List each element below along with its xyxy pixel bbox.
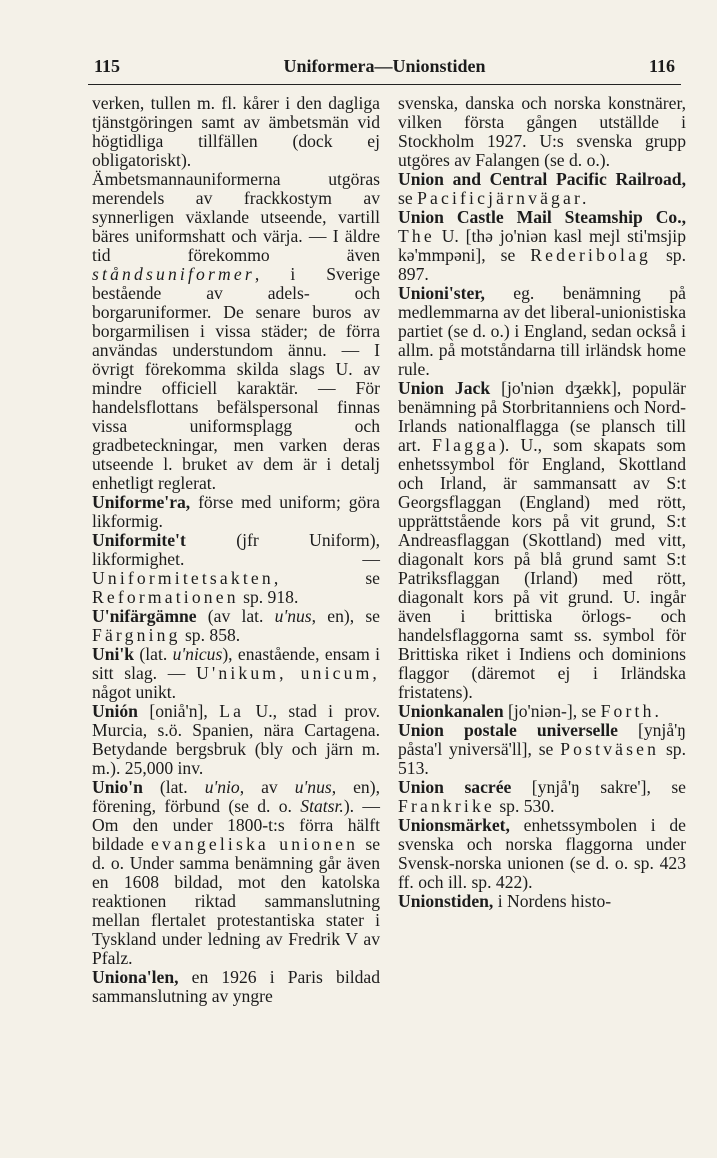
entry-text: La [219,701,245,721]
entry-headword: Union and Central Pacific Railroad, [398,169,686,189]
entry-text: Flagga [432,435,500,455]
entry-text: sp. 858. [180,625,241,645]
entry-continuation [398,94,686,170]
dictionary-entry [398,721,686,778]
entry-text: ). — Om den under 1800-t:s förra hälft bildade [92,796,380,854]
entry-text: (jfr Uniform), likformighet. — [92,530,380,569]
dictionary-entry [398,892,686,911]
entry-continuation [92,94,380,493]
entry-text: Statsr. [300,796,344,816]
entry-text: Uniformitetsakten, [92,568,282,588]
entry-text: något unikt. [92,682,177,702]
header-rule [88,84,681,85]
entry-text: verken, tullen m. fl. kårer i den dagliga tjänstgöringen samt av ämbetsmän vid högtidliga tillfällen (dock ej obligatoriskt). Ämbetsmannauniformerna utgöras merendels av frackkostym av synnerligen växlande utseende, vartill bäres uniformshatt och värja. — I äldre tid förekommo även [92,93,380,265]
entry-text: sp. 530. [494,796,555,816]
dictionary-entry [398,816,686,892]
entry-text: Färgning [92,625,181,645]
dictionary-entry [398,284,686,379]
entry-text: ). U., som skapats som enhetssymbol för England, Skottland och Irland, är sammansatt av S:t Georgsflaggan (England) med rött, upprättstående kors på vit grund, S:t Andreasflaggan (Skottland) med vitt, diagonalt kors på blå grund samt S:t Patriksflaggan (Irland) med rött, diagonalt kors på vit grund. U. ingår även i brittiska örlogs- och handelsflaggorna samt ss. symbol för Brittiska riket i Indiens och dominions flaggor (däremot ej i Irländska fristatens). [398,435,686,702]
entry-text: evangeliska unionen [151,834,359,854]
entry-text: U'nikum, unicum, [196,663,380,683]
entry-headword: Union sacrée [398,777,512,797]
entry-text: förse med uniform; göra likformig. [92,492,380,531]
entry-text: (lat. [142,777,205,797]
entry-text: , i Sverige bestående av adels- och borgaruniformer. De senare buros av borgarmilisen i vissa städer; de förra användas understundom ännu. — I övrigt förekomma skilda slags U. av mindre officiell karaktär. — För handelsflottans befälspersonal finnas vissa uniformsplagg och gradbeteckningar, men varken deras utseende l. bruket av dem är i detalj enhetligt reglerat. [92,264,380,493]
entry-text: se [398,188,418,208]
entry-text: (lat. [134,644,173,664]
entry-text: u'nicus [172,644,223,664]
dictionary-entry [92,968,380,1006]
entry-text: sp. 513. [398,739,686,778]
entry-headword: Unión [92,701,138,721]
entry-text: (av lat. [196,606,275,626]
dictionary-entry [398,170,686,208]
dictionary-entry [92,607,380,645]
page-number-right: 116 [648,56,675,76]
entry-text: sp. 897. [398,245,686,284]
entry-text: U., stad i prov. Murcia, s.ö. Spanien, nära Cartagena. Betydande bergsbruk (bly och järn m. m.). 25,000 inv. [92,701,380,778]
entry-headword: Uniforme'ra, [92,492,191,512]
entry-text: Forth. [600,701,663,721]
entry-headword: Unionkanalen [398,701,504,721]
page-header [88,52,681,82]
entry-text: eg. benämning på medlemmarna av det liberal-unionistiska partiet (se d. o.) i England, sedan också i allm. på motståndarna till irländsk home rule. [398,283,686,379]
entry-text: [oniå'n], [137,701,220,721]
dictionary-entry [92,531,380,607]
dictionary-entry [398,208,686,284]
entry-text: Reformationen [92,587,239,607]
entry-headword: Unioni'ster, [398,283,485,303]
dictionary-entry [398,778,686,816]
entry-text: U. [thə jo'niən kasl mejl sti'msjip kə'mmpəni], se [398,226,686,265]
entry-text: [jo'niən dʒækk], populär benämning på Storbritanniens och Nord-Irlands nationalflagga (se plansch till art. [398,378,686,455]
entry-headword: Unionstiden, [398,891,494,911]
entry-text: [jo'niən-], se [503,701,601,721]
entry-headword: Uniona'len, [92,967,179,987]
page-number-left: 115 [94,56,121,76]
entry-text: sp. 918. [238,587,299,607]
entry-text: The [398,226,435,246]
entry-text: ståndsuniformer [92,264,255,284]
entry-headword: Union Castle Mail Steamship Co., [398,207,686,227]
entry-text: u'nus [274,606,312,626]
entry-text: svenska, danska och norska konstnärer, vilken första gången utställde i Stockholm 1927. U:s svenska grupp utgöres av Falangen (se d. o.). [398,93,686,170]
right-column [398,94,686,911]
entry-headword: Union Jack [398,378,491,398]
entry-text: , en), förening, förbund (se d. o. [92,777,380,816]
entry-text: enhetssymbolen i de svenska och norska flaggorna under Svensk-norska unionen (se d. o. sp. 423 ff. och ill. sp. 422). [398,815,686,892]
entry-text: i Nordens histo- [493,891,612,911]
entry-headword: Unionsmärket, [398,815,510,835]
entry-headword: Uniformite't [92,530,186,550]
entry-headword: Uni'k [92,644,135,664]
left-column [92,94,380,1006]
entry-headword: Union postale universelle [398,720,618,740]
entry-text: [ynjå'ŋ sakre'], se [511,777,686,797]
entry-text: Postväsen [560,739,660,759]
entry-text: Rederibolag [530,245,652,265]
entry-text: , en), se [311,606,380,626]
dictionary-entry [92,645,380,702]
entry-text: en 1926 i Paris bildad sammanslutning av yngre [92,967,380,1006]
entry-text: Frankrike [398,796,495,816]
entry-text: se [281,568,380,588]
running-title: Uniformera—Unionstiden [283,56,486,76]
dictionary-entry [398,379,686,702]
entry-text: Pacificjärnvägar. [417,188,590,208]
dictionary-entry [92,702,380,778]
dictionary-entry [398,702,686,721]
entry-text: u'nio [204,777,240,797]
entry-text: u'nus [294,777,332,797]
dictionary-entry [92,493,380,531]
entry-text: se d. o. Under samma benämning går även en 1608 bildad, mot den katolska reaktionen riktad sammanslutning mellan flertalet protestantiska stater i Tyskland under ledning av Fredrik V av Pfalz. [92,834,381,968]
entry-text: , av [239,777,295,797]
entry-text: ), enastående, ensam i sitt slag. — [92,644,381,683]
entry-text: [ynjå'ŋ påsta'l yniversä'll], se [398,720,686,759]
entry-headword: Unio'n [92,777,143,797]
dictionary-entry [92,778,380,968]
entry-headword: U'nifärgämne [92,606,197,626]
